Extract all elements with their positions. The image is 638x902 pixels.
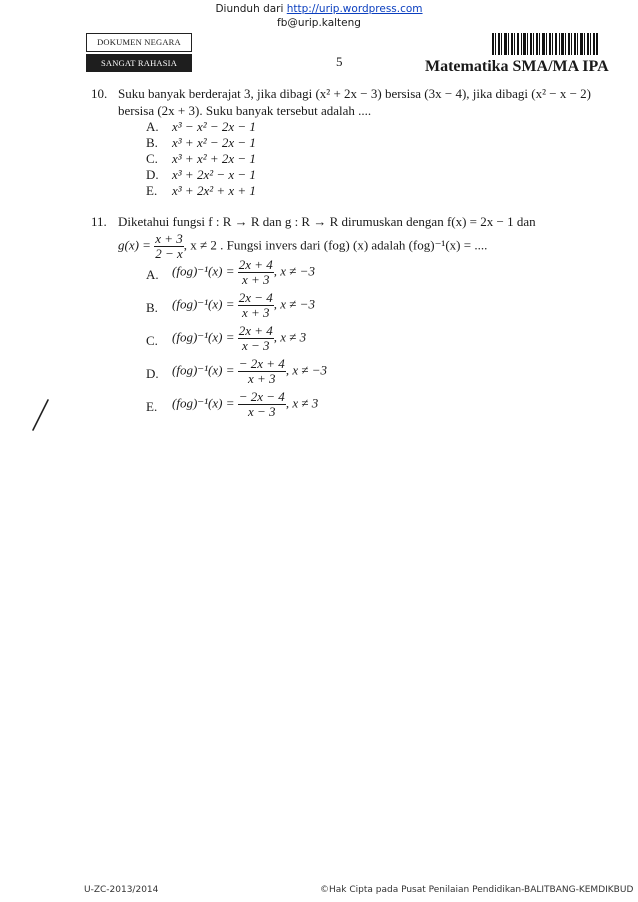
q11-g-numerator: x + 3 xyxy=(155,231,183,246)
q11-option-c-letter: C. xyxy=(146,333,158,348)
q11-option-d-letter: D. xyxy=(146,366,159,381)
q10-option-c-text: x³ + x² + 2x − 1 xyxy=(172,151,256,166)
q11-option-a-letter: A. xyxy=(146,267,159,282)
q11-option-c-lhs: (fog)⁻¹(x) = xyxy=(172,329,235,345)
q11-option-a-cond: , x ≠ −3 xyxy=(273,263,315,279)
q11-option-e-den: x − 3 xyxy=(248,404,276,419)
q10-option-b-text: x³ + x² − 2x − 1 xyxy=(172,135,256,150)
q11-option-a-den: x + 3 xyxy=(241,272,270,287)
page-number: 5 xyxy=(336,54,343,69)
q11-option-c-cond: , x ≠ 3 xyxy=(273,329,307,345)
q11-option-d-cond: , x ≠ −3 xyxy=(285,362,327,378)
q11-option-b xyxy=(172,291,315,320)
q11-option-e-cond: , x ≠ 3 xyxy=(285,395,319,411)
q10-option-d-text: x³ + 2x² − x − 1 xyxy=(172,167,256,182)
subject-title: Matematika SMA/MA IPA xyxy=(425,58,609,75)
q11-option-c-den: x − 3 xyxy=(241,338,270,353)
q11-option-d-lhs: (fog)⁻¹(x) = xyxy=(172,362,235,378)
footer-copyright: ©Hak Cipta pada Pusat Penilaian Pendidikan-BALITBANG-KEMDIKBUD xyxy=(320,885,634,895)
q10-option-c-letter: C. xyxy=(146,151,158,166)
q10-option-e-text: x³ + 2x² + x + 1 xyxy=(172,183,256,198)
q11-option-e xyxy=(172,390,318,419)
q11-option-b-lhs: (fog)⁻¹(x) = xyxy=(172,296,235,312)
q11-option-d-den: x + 3 xyxy=(248,371,276,386)
q11-option-b-num: 2x − 4 xyxy=(238,290,273,305)
source-link[interactable]: http://urip.wordpress.com xyxy=(286,3,423,15)
q10-line2: bersisa (2x + 3). Suku banyak tersebut adalah .... xyxy=(118,103,372,118)
q10-option-b-letter: B. xyxy=(146,135,158,150)
q11-option-b-den: x + 3 xyxy=(241,305,270,320)
q11-option-e-num: − 2x − 4 xyxy=(238,389,285,404)
q10-option-e-letter: E. xyxy=(146,183,158,198)
q11-number: 11. xyxy=(91,214,107,229)
source-prefix: Diunduh dari xyxy=(215,3,287,15)
pen-mark xyxy=(30,398,50,432)
q11-option-c-fraction xyxy=(238,324,274,353)
q10-number: 10. xyxy=(91,86,108,101)
q11-g-fraction xyxy=(154,232,184,261)
q11-option-a-num: 2x + 4 xyxy=(238,257,273,272)
q11-option-c xyxy=(172,324,306,353)
q11-option-b-cond: , x ≠ −3 xyxy=(273,296,315,312)
q11-option-b-letter: B. xyxy=(146,300,158,315)
q11-option-d-fraction xyxy=(238,357,286,386)
q11-option-e-letter: E. xyxy=(146,399,158,414)
sangat-rahasia-box: SANGAT RAHASIA xyxy=(86,54,192,72)
q10-line1: Suku banyak berderajat 3, jika dibagi (x² + 2x − 3) bersisa (3x − 4), jika dibagi (x² − x − 2) xyxy=(118,86,591,101)
q10-option-d-letter: D. xyxy=(146,167,159,182)
q11-option-d xyxy=(172,357,327,386)
q11-option-e-fraction xyxy=(238,390,286,419)
q11-option-d-num: − 2x + 4 xyxy=(238,356,285,371)
source-fb: fb@urip.kalteng xyxy=(277,17,361,29)
q11-option-a xyxy=(172,258,315,287)
q11-g-denominator: 2 − x xyxy=(155,246,183,261)
q11-option-a-lhs: (fog)⁻¹(x) = xyxy=(172,263,235,279)
q11-option-b-fraction xyxy=(238,291,274,320)
q11-option-e-lhs: (fog)⁻¹(x) = xyxy=(172,395,235,411)
q11-g-definition xyxy=(118,232,487,261)
dokumen-negara-box: DOKUMEN NEGARA xyxy=(86,33,192,52)
q11-line1: Diketahui fungsi f : R → R dan g : R → R dirumuskan dengan f(x) = 2x − 1 dan xyxy=(118,214,536,229)
source-line xyxy=(0,3,638,15)
q11-option-c-num: 2x + 4 xyxy=(238,323,273,338)
q11-g-prefix: g(x) = xyxy=(118,237,151,253)
q10-option-a-text: x³ − x² − 2x − 1 xyxy=(172,119,256,134)
q11-option-a-fraction xyxy=(238,258,274,287)
q11-g-suffix: , x ≠ 2 . Fungsi invers dari (fog) (x) adalah (fog)⁻¹(x) = .... xyxy=(183,237,488,253)
q10-option-a-letter: A. xyxy=(146,119,159,134)
barcode-icon xyxy=(492,33,598,55)
footer-code: U-ZC-2013/2014 xyxy=(84,885,159,895)
